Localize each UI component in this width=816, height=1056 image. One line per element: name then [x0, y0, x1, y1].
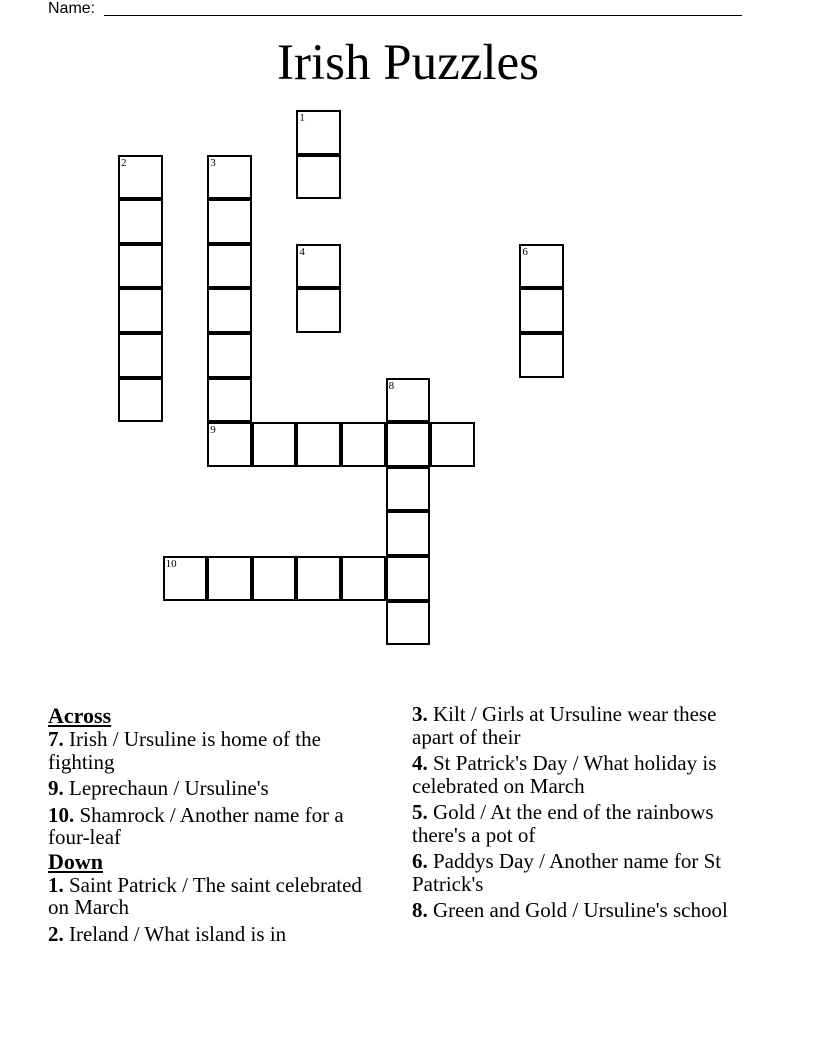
clue-number: 10.	[48, 802, 75, 827]
cell-number: 9	[210, 424, 216, 437]
clue-down-2	[48, 923, 378, 946]
grid-cell[interactable]	[252, 422, 297, 467]
grid-cell[interactable]	[341, 422, 386, 467]
clue-text: Green and Gold / Ursuline's school	[433, 898, 728, 922]
clue-across-9	[48, 777, 378, 800]
clue-down-6	[412, 850, 757, 895]
grid-cell[interactable]	[252, 556, 297, 601]
clue-text: St Patrick's Day / What holiday is celebrated on March	[412, 751, 717, 798]
cell-number: 2	[121, 156, 127, 169]
clues-right-column	[412, 703, 757, 926]
grid-cell[interactable]	[386, 378, 431, 423]
grid-cell[interactable]	[118, 155, 163, 200]
name-label: Name:	[48, 0, 96, 17]
cell-number: 8	[388, 379, 395, 392]
grid-cell[interactable]	[207, 333, 252, 378]
clue-down-8	[412, 899, 757, 922]
clue-text: Paddys Day / Another name for St Patrick's	[412, 849, 722, 896]
grid-cell[interactable]	[118, 333, 163, 378]
grid-cell[interactable]	[296, 244, 341, 289]
grid-cell[interactable]	[207, 199, 252, 244]
grid-cell[interactable]	[296, 110, 341, 155]
grid-cell[interactable]	[207, 155, 252, 200]
clue-number: 5.	[412, 800, 428, 824]
grid-cell[interactable]	[430, 422, 475, 467]
clue-number: 6.	[412, 849, 428, 873]
clue-down-5	[412, 801, 757, 846]
down-heading: Down	[48, 848, 104, 874]
clue-text: Shamrock / Another name for a four-leaf	[48, 802, 344, 849]
clue-text: Kilt / Girls at Ursuline wear these apart of their	[412, 702, 717, 749]
clue-number: 8.	[412, 898, 428, 922]
clue-down-3	[412, 703, 757, 748]
grid-cell[interactable]	[519, 244, 564, 289]
clue-number: 1.	[48, 872, 64, 897]
grid-cell[interactable]	[207, 288, 252, 333]
grid-cell[interactable]	[386, 601, 431, 646]
grid-cell[interactable]	[296, 422, 341, 467]
grid-cell[interactable]	[118, 244, 163, 289]
clue-number: 9.	[48, 776, 64, 800]
cell-number: 3	[210, 156, 216, 169]
clue-number: 7.	[48, 727, 64, 751]
grid-cell[interactable]	[207, 422, 252, 467]
clue-text: Irish / Ursuline is home of the fighting	[48, 727, 321, 774]
clue-number: 3.	[412, 702, 428, 726]
clue-across-7	[48, 728, 378, 773]
clue-down-4	[412, 752, 757, 797]
clue-text: Ireland / What island is in	[69, 921, 287, 946]
grid-cell[interactable]	[118, 288, 163, 333]
clue-text: Gold / At the end of the rainbows there's a pot of	[412, 800, 714, 847]
cell-number: 6	[522, 245, 528, 258]
grid-cell[interactable]	[386, 556, 431, 601]
across-heading: Across	[48, 703, 112, 728]
grid-cell[interactable]	[118, 378, 163, 423]
cell-number: 10	[165, 558, 177, 570]
grid-cell[interactable]	[296, 288, 341, 333]
clue-text: Leprechaun / Ursuline's	[69, 776, 269, 800]
page-title: Irish Puzzles	[276, 35, 540, 91]
grid-cell[interactable]	[207, 556, 252, 601]
clue-text: Saint Patrick / The saint celebrated on March	[48, 872, 362, 919]
grid-cell[interactable]	[163, 556, 208, 601]
cell-number: 1	[299, 112, 305, 124]
grid-cell[interactable]	[207, 244, 252, 289]
grid-cell[interactable]	[341, 556, 386, 601]
grid-cell[interactable]	[519, 333, 564, 378]
grid-cell[interactable]	[296, 155, 341, 200]
grid-cell[interactable]	[386, 422, 431, 467]
cell-number: 4	[299, 245, 305, 258]
clues-left-column	[48, 703, 378, 949]
grid-cell[interactable]	[386, 467, 431, 512]
grid-cell[interactable]	[118, 199, 163, 244]
grid-cell[interactable]	[296, 556, 341, 601]
grid-cell[interactable]	[207, 378, 252, 423]
clue-across-10	[48, 804, 378, 849]
grid-cell[interactable]	[386, 511, 431, 556]
clue-number: 4.	[412, 751, 428, 775]
grid-cell[interactable]	[519, 288, 564, 333]
clue-down-1	[48, 874, 378, 919]
clue-number: 2.	[48, 921, 64, 946]
